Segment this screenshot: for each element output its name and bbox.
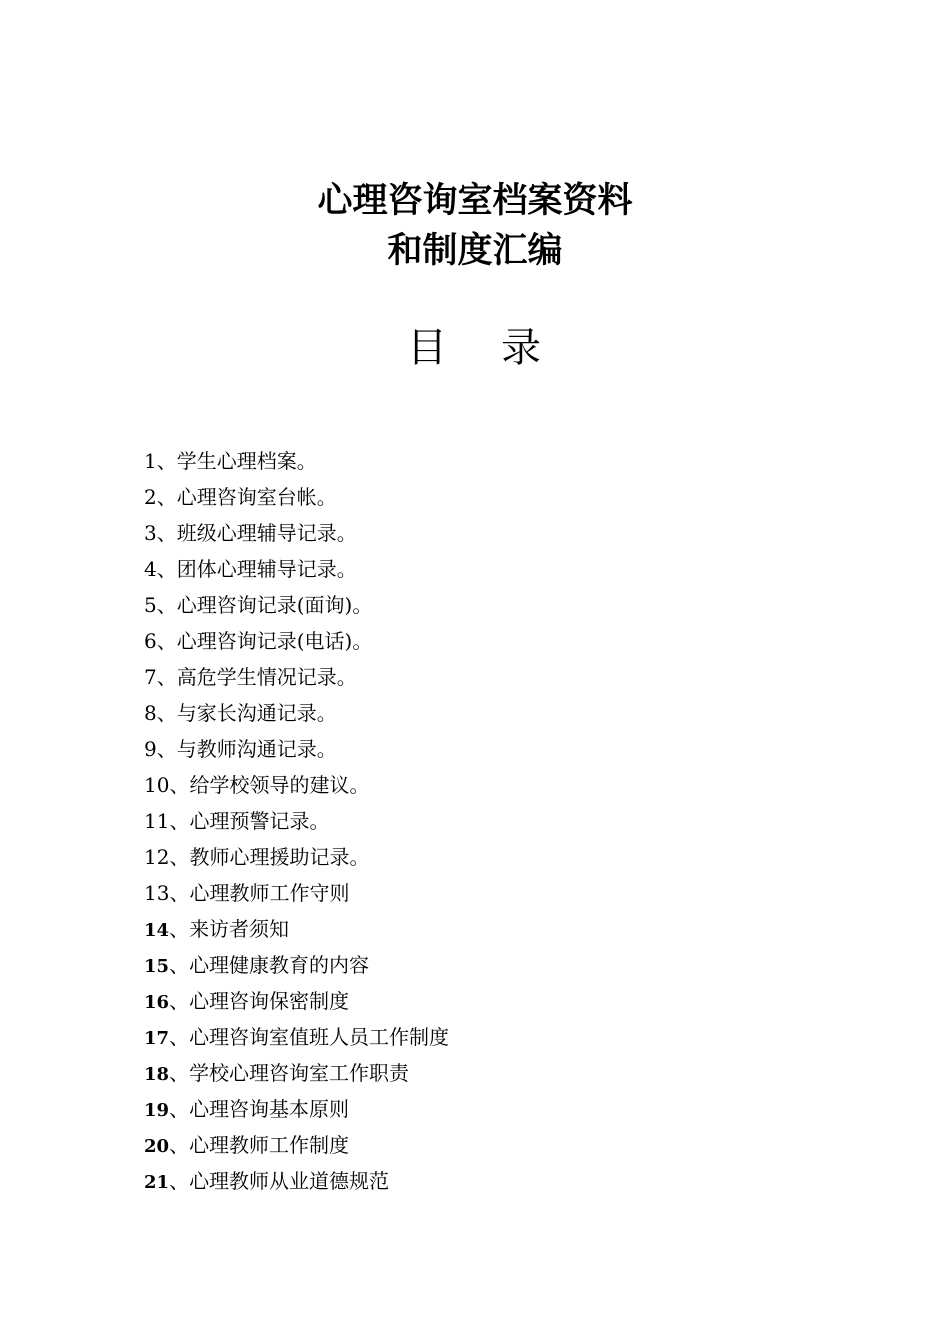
toc-heading-char-1: 目 (407, 325, 449, 371)
toc-heading-char-2: 录 (501, 325, 543, 371)
title-line-1: 心理咨询室档案资料 (317, 181, 633, 221)
toc-item: 9、与教师沟通记录。 (144, 737, 337, 761)
toc-item: 21、心理教师从业道德规范 (144, 1169, 390, 1193)
toc-item: 15、心理健康教育的内容 (144, 953, 370, 977)
toc-list (144, 443, 449, 1199)
toc-item: 13、心理教师工作守则 (144, 881, 350, 905)
document-title (0, 176, 950, 276)
toc-item: 1、学生心理档案。 (144, 449, 317, 473)
title-line-2: 和制度汇编 (387, 231, 563, 271)
toc-item: 19、心理咨询基本原则 (144, 1097, 350, 1121)
toc-item: 4、团体心理辅导记录。 (144, 557, 357, 581)
toc-item: 8、与家长沟通记录。 (144, 701, 337, 725)
toc-item: 6、心理咨询记录(电话)。 (144, 629, 373, 653)
toc-item: 3、班级心理辅导记录。 (144, 521, 357, 545)
toc-item: 10、给学校领导的建议。 (144, 773, 370, 797)
toc-item: 18、学校心理咨询室工作职责 (144, 1061, 410, 1085)
toc-heading (0, 320, 950, 376)
toc-item: 5、心理咨询记录(面询)。 (144, 593, 373, 617)
toc-item: 16、心理咨询保密制度 (144, 989, 350, 1013)
toc-item: 2、心理咨询室台帐。 (144, 485, 337, 509)
toc-item: 11、心理预警记录。 (144, 809, 330, 833)
toc-item: 14、来访者须知 (144, 917, 290, 941)
toc-item: 7、高危学生情况记录。 (144, 665, 357, 689)
toc-item: 12、教师心理援助记录。 (144, 845, 370, 869)
toc-item: 17、心理咨询室值班人员工作制度 (144, 1025, 450, 1049)
toc-item: 20、心理教师工作制度 (144, 1133, 350, 1157)
